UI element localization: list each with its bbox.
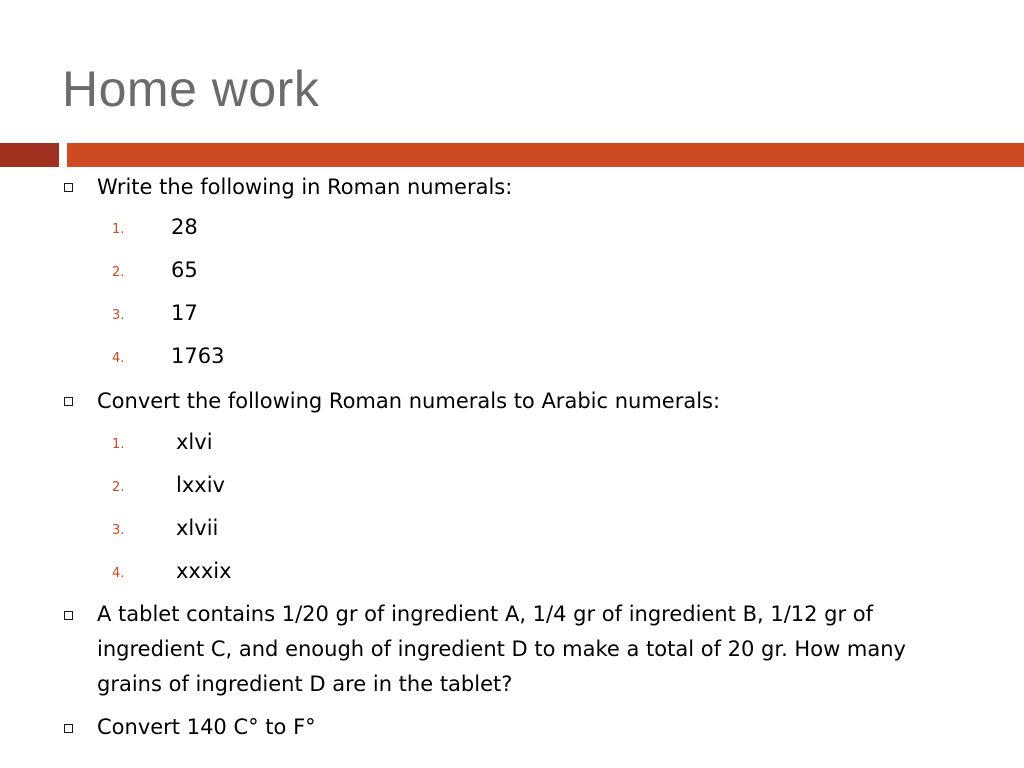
bullet-text-roman: Write the following in Roman numerals: [97, 175, 513, 199]
bullet-square-icon [64, 724, 73, 733]
accent-bar-left [0, 143, 59, 167]
list-number: 2. [112, 480, 125, 495]
list-item: 17 [171, 301, 198, 325]
list-item: 65 [171, 258, 198, 282]
bullet-text-arabic: Convert the following Roman numerals to Arabic numerals: [97, 389, 721, 413]
accent-bar [67, 143, 1024, 167]
list-number: 1. [112, 222, 125, 237]
list-number: 4. [112, 351, 125, 366]
list-number: 1. [112, 437, 125, 452]
list-number: 2. [112, 265, 125, 280]
list-item: 1763 [171, 344, 225, 368]
list-item: lxxiv [176, 473, 225, 497]
bullet-text-temperature: Convert 140 C° to F° [97, 715, 316, 739]
list-number: 3. [112, 308, 125, 323]
bullet-text-tablet-problem: A tablet contains 1/20 gr of ingredient A, 1/4 gr of ingredient B, 1/12 gr of ingredient C, and enough of ingredient D to make a total of 20 gr. How many grains of ingredient D are in the tablet? [97, 602, 906, 696]
slide-title: Home work [62, 61, 320, 117]
list-number: 4. [112, 566, 125, 581]
list-number: 3. [112, 523, 125, 538]
bullet-square-icon [64, 397, 73, 406]
list-item: xlvii [176, 516, 219, 540]
list-item: xlvi [176, 430, 213, 454]
bullet-square-icon [64, 611, 73, 620]
bullet-square-icon [64, 183, 73, 192]
list-item: 28 [171, 215, 198, 239]
list-item: xxxix [176, 559, 232, 583]
